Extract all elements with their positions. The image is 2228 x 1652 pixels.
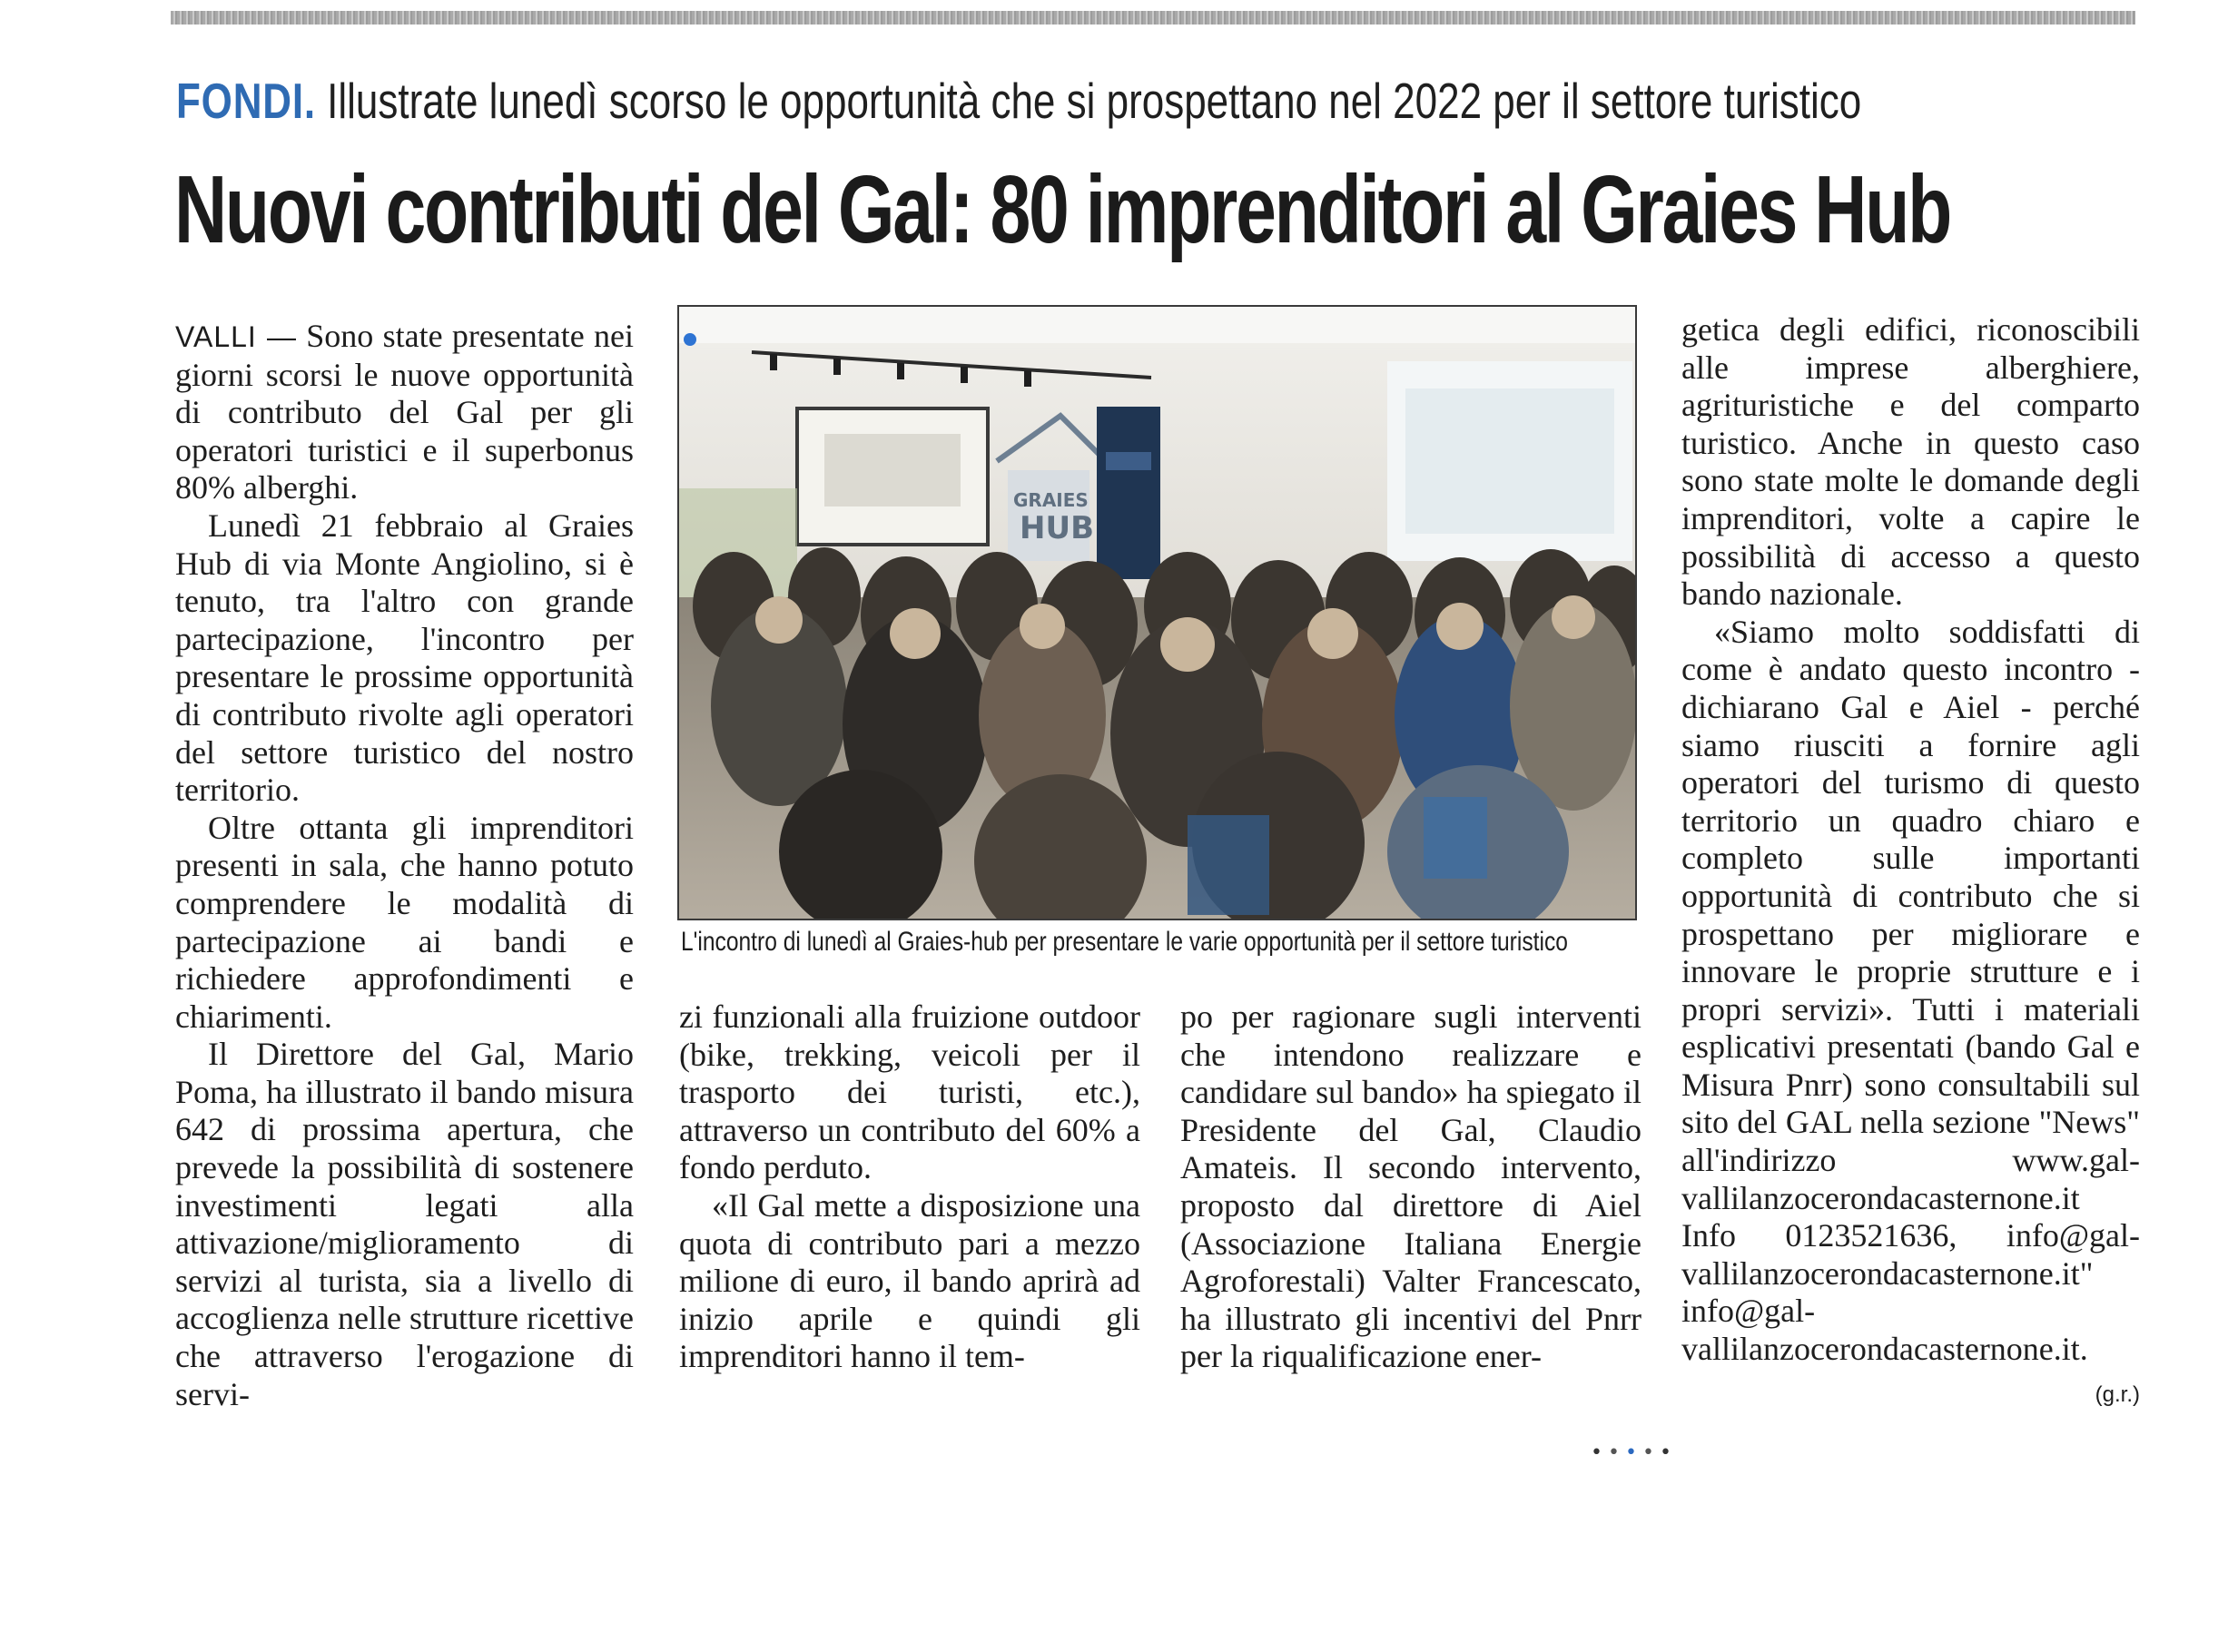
wall-sign-text-2: HUB xyxy=(1020,510,1094,546)
paragraph: getica degli edifici, riconoscibili alle imprese alberghiere, agrituristiche e del comparto turistico. Anche in questo caso sono state molte le domande degli imprenditori, volte a capire le possibilità di accesso a questo bando nazionale. xyxy=(1681,311,2140,613)
article-column-2 xyxy=(679,998,1140,1376)
author-signature: (g.r.) xyxy=(2095,1382,2140,1407)
paragraph: zi funzionali alla fruizione outdoor (bike, trekking, veicoli per il trasporto dei turisti, etc.), attraverso un contributo del 60% a fondo perduto. xyxy=(679,998,1140,1186)
paragraph: Lunedì 21 febbraio al Graies Hub di via Monte Angiolino, si è tenuto, tra l'altro con grande partecipazione, l'incontro per presentare le prossime opportunità di contributo rivolte agli operatori del settore turistico del nostro territorio. xyxy=(175,506,634,809)
paragraph-text: Sono state presentate nei giorni scorsi le nuove opportunità di contributo del Gal per gli operatori turistici e il superbonus 80% alberghi. xyxy=(175,318,635,506)
event-photo xyxy=(677,305,1637,920)
article-column-3 xyxy=(1180,998,1641,1376)
photo-illustration xyxy=(679,307,1635,919)
kicker-label: FONDI. xyxy=(176,73,316,129)
photo-caption: L'incontro di lunedì al Graies-hub per presentare le varie opportunità per il settore turistico xyxy=(681,927,1568,957)
paragraph xyxy=(175,318,634,507)
paragraph: po per ragionare sugli interventi che intendono realizzare e candidare sul bando» ha spiegato il Presidente del Gal, Claudio Amateis. Il secondo intervento, proposto dal direttore di Aiel (Associazione Italiana Energie Agroforestali) Valter Francescato, ha illustrato gli incentivi del Pnrr per la riqualificazione ener- xyxy=(1180,998,1641,1375)
decorative-dots: ••••• xyxy=(1591,1441,1677,1464)
paragraph: «Il Gal mette a disposizione una quota di contributo pari a mezzo milione di euro, il bando aprirà ad inizio aprile e quindi gli imprenditori hanno il tem- xyxy=(679,1186,1140,1375)
paragraph: Il Direttore del Gal, Mario Poma, ha illustrato il bando misura 642 di prossima apertura, che prevede la possibilità di sostenere investimenti legati alla attivazione/miglioramento di servizi al turista, sia a livello di accoglienza nelle strutture ricettive che attraverso l'erogazione di servi- xyxy=(175,1036,634,1412)
wall-sign-text: GRAIES xyxy=(1013,489,1089,511)
kicker xyxy=(176,69,1862,133)
headline: Nuovi contributi del Gal: 80 imprenditori al Graies Hub xyxy=(174,156,1951,263)
kicker-text: Illustrate lunedì scorso le opportunità che si prospettano nel 2022 per il settore turistico xyxy=(315,73,1862,129)
top-rule xyxy=(171,11,2135,25)
paragraph: Oltre ottanta gli imprenditori presenti in sala, che hanno potuto comprendere le modalità di partecipazione ai bandi e richiedere approfondimenti e chiarimenti. xyxy=(175,809,634,1035)
dateline: VALLI — xyxy=(175,320,297,353)
article-column-4 xyxy=(1681,311,2140,1413)
article-column-1 xyxy=(175,318,634,1413)
paragraph: «Siamo molto soddisfatti di come è andato questo incontro - dichiarano Gal e Aiel - perché siamo riusciti a fornire agli operatori del turismo di questo territorio un quadro chiaro e completo sulle importanti opportunità di contributo che si prospettano per migliorare e innovare le proprie strutture e i propri servizi». Tutti i materiali esplicativi presentati (bando Gal e Misura Pnrr) sono consultabili sul sito del GAL nella sezione "News" all'indirizzo www.gal-vallilanzocerondacasternone.it Info 0123521636, info@gal-vallilanzocerondacasternone.it" info@gal-vallilanzocerondacasternone.it. xyxy=(1681,613,2140,1368)
